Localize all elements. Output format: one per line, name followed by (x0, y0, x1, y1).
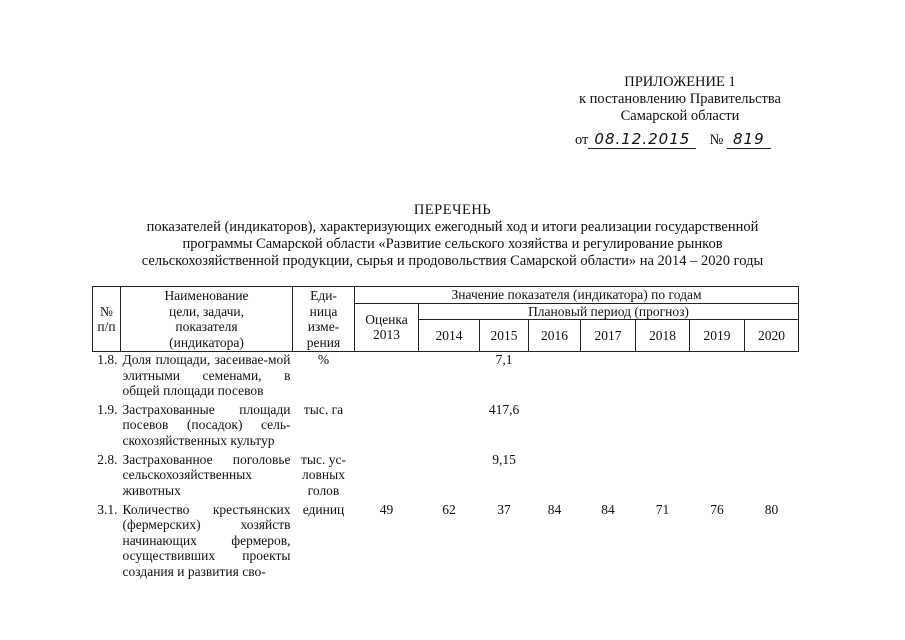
appendix-title: ПРИЛОЖЕНИЕ 1 (624, 74, 736, 90)
row-value-2014 (419, 452, 480, 502)
row-value-2020 (745, 352, 799, 402)
row-number: 2.8. (97, 451, 118, 467)
header-year-2015: 2015 (480, 320, 529, 352)
row-value-2015: 37 (497, 501, 511, 517)
header-number: № п/п (93, 287, 121, 352)
row-unit: % (317, 352, 330, 367)
row-value-2018 (636, 452, 690, 502)
table-row (93, 352, 799, 402)
table-row (93, 502, 799, 584)
header-year-2019: 2019 (690, 320, 745, 352)
row-value-2018: 71 (655, 501, 670, 517)
row-value-2020: 80 (764, 501, 779, 517)
row-value-2018 (636, 402, 690, 452)
row-indicator-name: Застрахованное поголовье сельскохозяйственных животных (122, 451, 291, 498)
header-year-2018: 2018 (636, 320, 690, 352)
row-value-2013 (355, 402, 419, 452)
row-value-2017: 84 (601, 501, 615, 517)
row-value-2019 (690, 452, 745, 502)
header-name: Наименование цели, задачи, показателя (индикатора) (121, 287, 293, 352)
row-unit: единиц (302, 501, 345, 517)
table-row (93, 402, 799, 452)
row-value-2013 (355, 352, 419, 402)
row-unit: тыс. ус-ловных голов (301, 451, 346, 498)
row-indicator-name: Застрахованные площади посевов (посадок) сель-скохозяйственных культур (122, 401, 291, 448)
indicators-table (92, 286, 799, 584)
row-value-2020 (745, 452, 799, 502)
row-indicator-name: Количество крестьянских (фермерских) хозяйств начинающих фермеров, осуществивших проекты создания и развития сво- (122, 501, 291, 579)
row-value-2016 (529, 352, 581, 402)
document-heading (100, 202, 805, 270)
row-number: 1.8. (97, 352, 118, 367)
table-row (93, 452, 799, 502)
row-value-2013: 49 (379, 501, 394, 517)
row-value-2017 (581, 452, 636, 502)
row-value-2019 (690, 402, 745, 452)
header-year-2017: 2017 (581, 320, 636, 352)
header-year-2020: 2020 (745, 320, 799, 352)
heading-line-2: программы Самарской области «Развитие сельского хозяйства и регулирование рынков (182, 236, 723, 252)
document-title: ПЕРЕЧЕНЬ (413, 202, 492, 218)
handwritten-date: 08.12.2015 (588, 130, 696, 149)
header-plan-period: Плановый период (прогноз) (419, 303, 799, 320)
number-label: № (709, 132, 724, 148)
header-unit: Еди- ница изме- рения (293, 287, 355, 352)
row-number: 3.1. (97, 501, 118, 517)
appendix-region-line: Самарской области (620, 108, 740, 124)
row-value-2019 (690, 352, 745, 402)
row-value-2020 (745, 402, 799, 452)
row-value-2014 (419, 402, 480, 452)
row-value-2017 (581, 352, 636, 402)
handwritten-number: 819 (727, 130, 771, 149)
appendix-date-number-line (575, 130, 771, 149)
header-estimate-2013: Оценка 2013 (355, 303, 419, 352)
row-value-2016 (529, 452, 581, 502)
row-value-2015: 417,6 (488, 401, 520, 417)
row-value-2013 (355, 452, 419, 502)
row-number: 1.9. (97, 401, 118, 417)
row-value-2015: 9,15 (492, 451, 516, 467)
heading-line-1: показателей (индикаторов), характеризующих ежегодный ход и итоги реализации государственной (146, 219, 759, 235)
row-value-2014: 62 (442, 501, 456, 517)
heading-line-3: сельскохозяйственной продукции, сырья и продовольствия Самарской области» на 2014 – 2020 годы (141, 253, 764, 269)
row-value-2014 (419, 352, 480, 402)
row-value-2016: 84 (547, 501, 562, 517)
table-body (93, 352, 799, 584)
header-values-by-year: Значение показателя (индикатора) по годам (355, 287, 799, 304)
header-year-2016: 2016 (529, 320, 581, 352)
from-label: от (575, 132, 589, 148)
appendix-resolution-line: к постановлению Правительства (579, 91, 781, 107)
row-value-2019: 76 (710, 501, 724, 517)
row-unit: тыс. га (303, 401, 344, 417)
row-value-2016 (529, 402, 581, 452)
row-indicator-name: Доля площади, засеивае-мой элитными семенами, в общей площади посевов (122, 352, 291, 398)
row-value-2018 (636, 352, 690, 402)
appendix-block (560, 74, 800, 125)
row-value-2017 (581, 402, 636, 452)
header-year-2014: 2014 (419, 320, 480, 352)
row-value-2015: 7,1 (495, 352, 513, 367)
table-header (93, 287, 799, 352)
